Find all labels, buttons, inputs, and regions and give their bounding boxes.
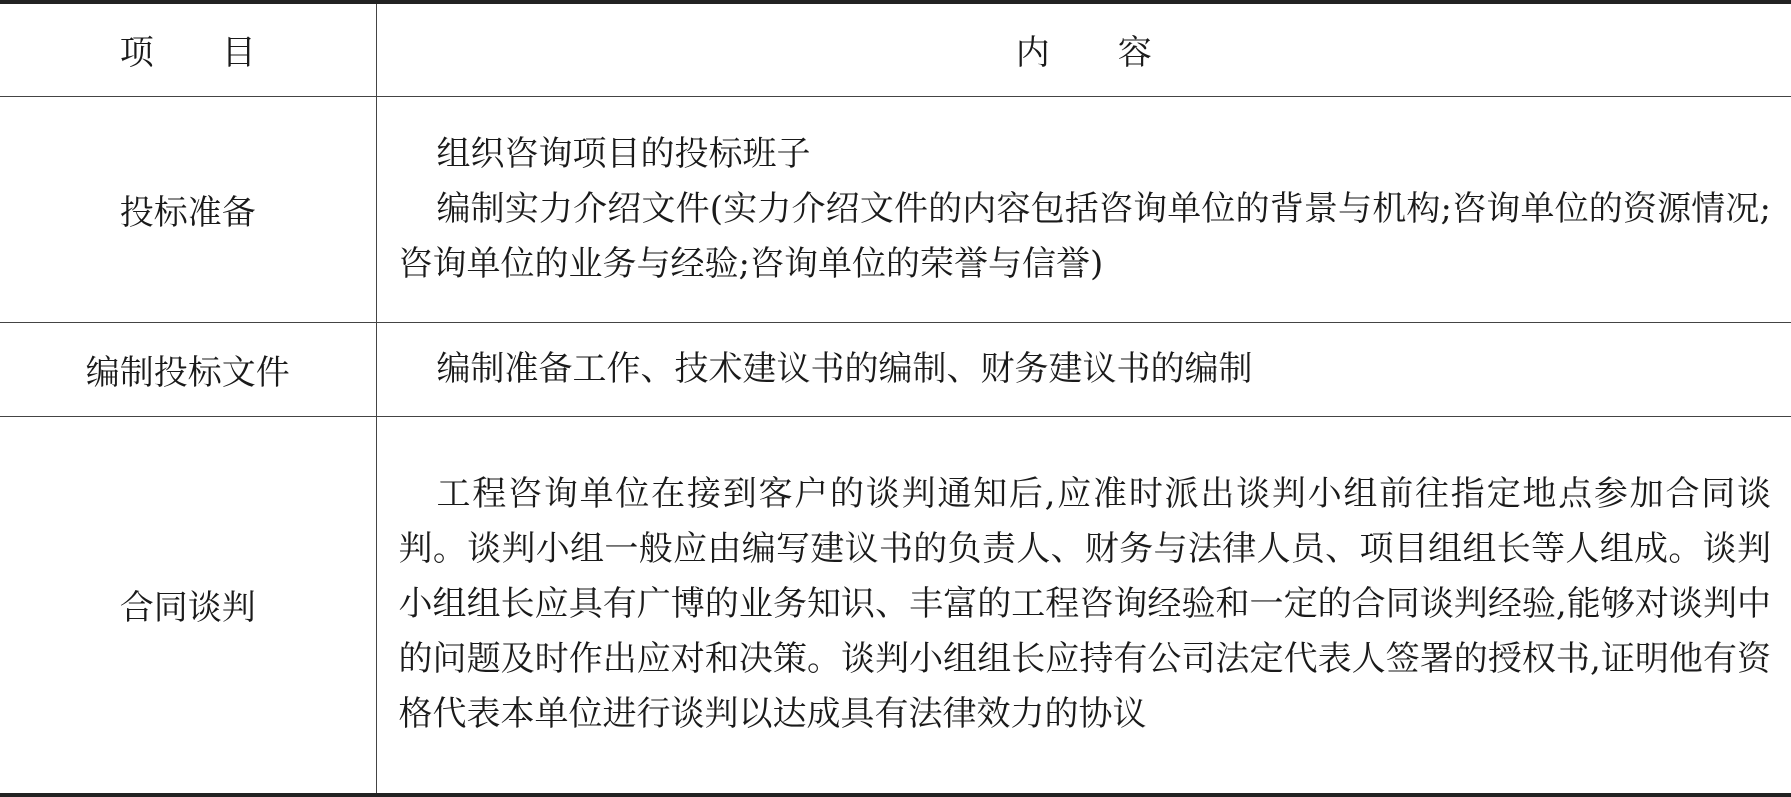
row-content bbox=[376, 322, 1791, 416]
content-paragraph: 工程咨询单位在接到客户的谈判通知后,应准时派出谈判小组前往指定地点参加合同谈判。谈判小组一般应由编写建议书的负责人、财务与法律人员、项目组组长等人组成。谈判小组组长应具有广博的业务知识、丰富的工程咨询经验和一定的合同谈判经验,能够对谈判中的问题及时作出应对和决策。谈判小组组长应持有公司法定代表人签署的授权书,证明他有资格代表本单位进行谈判以达成具有法律效力的协议 bbox=[398, 474, 1771, 735]
row-item-label: 编制投标文件 bbox=[0, 322, 376, 416]
row-item-label: 合同谈判 bbox=[0, 416, 376, 795]
row-item-label: 投标准备 bbox=[0, 96, 376, 322]
row-content bbox=[376, 96, 1791, 322]
table-row bbox=[0, 322, 1791, 416]
content-paragraph: 编制实力介绍文件(实力介绍文件的内容包括咨询单位的背景与机构;咨询单位的资源情况;咨询单位的业务与经验;咨询单位的荣誉与信誉) bbox=[398, 188, 1771, 284]
header-item: 项 目 bbox=[0, 2, 376, 96]
table-row bbox=[0, 96, 1791, 322]
content-paragraph: 组织咨询项目的投标班子 bbox=[436, 133, 811, 174]
row-content bbox=[376, 416, 1791, 795]
table-header-row bbox=[0, 2, 1791, 96]
table-row bbox=[0, 416, 1791, 795]
content-paragraph: 编制准备工作、技术建议书的编制、财务建议书的编制 bbox=[436, 348, 1253, 389]
header-content: 内 容 bbox=[376, 2, 1791, 96]
